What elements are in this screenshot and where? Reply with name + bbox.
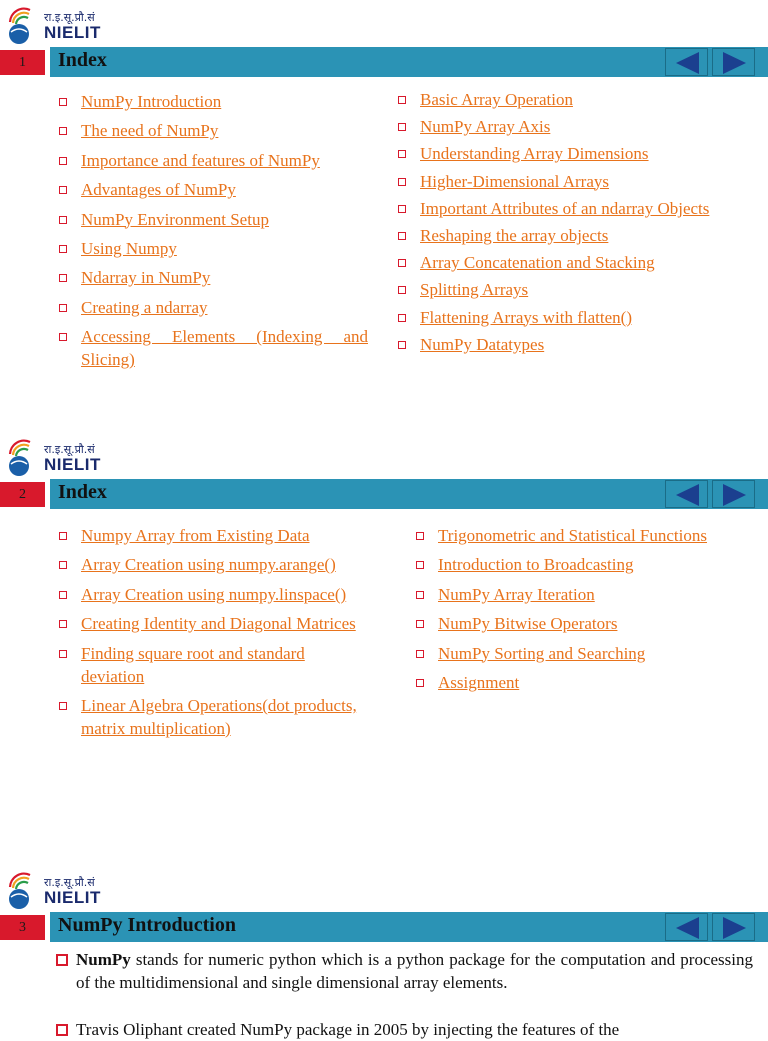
topic-link[interactable]: NumPy Datatypes [420, 334, 545, 354]
list-item [58, 296, 368, 319]
logo-name: NIELIT [44, 23, 101, 42]
list-item [397, 306, 745, 329]
index-list-left [58, 524, 398, 746]
title-band [50, 479, 768, 509]
topic-link[interactable]: Array Creation using numpy.arange() [81, 555, 336, 575]
list-item [415, 553, 755, 576]
topic-link[interactable]: Accessing Elements (Indexing and Slicing) [81, 327, 368, 370]
topic-link[interactable]: Splitting Arrays [420, 280, 529, 300]
logo-hindi-text: रा.इ.सू.प्रौ.सं [44, 443, 95, 456]
square-bullet-icon [59, 304, 67, 312]
list-item [58, 237, 368, 260]
square-bullet-icon [59, 620, 67, 628]
title-bar [0, 47, 768, 77]
topic-link[interactable]: Introduction to Broadcasting [438, 555, 634, 575]
prev-slide-button[interactable] [665, 480, 708, 508]
square-bullet-icon [416, 620, 424, 628]
list-item [397, 142, 745, 165]
square-bullet-icon [59, 157, 67, 165]
square-bullet-icon [59, 561, 67, 569]
square-bullet-icon [398, 96, 406, 104]
title-bar [0, 479, 768, 509]
slide-3 [0, 865, 768, 1024]
next-slide-button[interactable] [712, 48, 755, 76]
list-item [415, 642, 755, 665]
topic-link[interactable]: Array Creation using numpy.linspace() [81, 584, 347, 604]
index-list-right [397, 88, 745, 360]
list-item [58, 178, 368, 201]
square-bullet-icon [398, 314, 406, 322]
square-bullet-icon [59, 216, 67, 224]
nielit-emblem-icon [4, 867, 44, 911]
topic-link[interactable]: Advantages of NumPy [81, 180, 236, 200]
list-item [415, 612, 755, 635]
triangle-right-icon [713, 49, 756, 77]
topic-link[interactable]: NumPy Introduction [81, 92, 222, 111]
list-item [397, 88, 745, 111]
numpy-term: NumPy [76, 950, 131, 969]
topic-link[interactable]: Creating Identity and Diagonal Matrices [81, 614, 356, 634]
topic-link[interactable]: Using Numpy [81, 238, 177, 258]
slide-number: 1 [0, 50, 45, 75]
topic-link[interactable]: Ndarray in NumPy [81, 268, 211, 288]
intro-paragraph-text: stands for numeric python which is a python package for the computation and processing of the multidimensional and single dimensional array elements. [76, 950, 753, 992]
topic-link[interactable]: Array Concatenation and Stacking [420, 253, 655, 273]
topic-link[interactable]: NumPy Array Iteration [438, 584, 595, 604]
slide-title: Index [58, 49, 107, 71]
topic-link[interactable]: NumPy Environment Setup [81, 209, 269, 229]
square-bullet-icon [59, 245, 67, 253]
list-item [397, 251, 745, 274]
list-item [58, 208, 368, 231]
slide-number: 3 [0, 915, 45, 940]
list-item [58, 642, 398, 688]
topic-link[interactable]: Linear Algebra Operations(dot products, matrix multiplication) [81, 695, 357, 738]
slide-1 [0, 0, 768, 430]
triangle-right-icon [713, 481, 756, 509]
list-item [58, 583, 398, 606]
logo-name: NIELIT [44, 455, 101, 474]
topic-link[interactable]: NumPy Array Axis [420, 117, 551, 137]
topic-link[interactable]: NumPy Sorting and Searching [438, 643, 646, 663]
square-bullet-icon [416, 561, 424, 569]
square-bullet-icon [59, 702, 67, 710]
topic-link[interactable]: Basic Array Operation [420, 90, 573, 109]
list-item [397, 224, 745, 247]
history-paragraph-text: Travis Oliphant created NumPy package in 2005 by injecting the features of the [76, 1020, 620, 1039]
topic-link[interactable]: Reshaping the array objects [420, 225, 609, 245]
list-item [415, 524, 755, 547]
list-item [415, 583, 755, 606]
topic-link[interactable]: Assignment [438, 672, 520, 692]
list-item [415, 671, 755, 694]
list-item [58, 553, 398, 576]
list-item [397, 170, 745, 193]
square-bullet-icon [416, 591, 424, 599]
index-list-left [58, 90, 368, 378]
nielit-logo [4, 2, 124, 46]
square-bullet-icon [398, 341, 406, 349]
topic-link[interactable]: NumPy Bitwise Operators [438, 614, 618, 634]
list-item [397, 115, 745, 138]
prev-slide-button[interactable] [665, 48, 708, 76]
list-item [397, 197, 745, 220]
nielit-emblem-icon [4, 2, 44, 46]
next-slide-button[interactable] [712, 480, 755, 508]
square-bullet-icon [416, 532, 424, 540]
topic-link[interactable]: Importance and features of NumPy [81, 150, 320, 170]
topic-link[interactable]: The need of NumPy [81, 121, 219, 141]
square-bullet-icon [398, 259, 406, 267]
nielit-emblem-icon [4, 434, 44, 478]
list-item [58, 119, 368, 142]
square-bullet-icon [59, 650, 67, 658]
nielit-logo [4, 434, 124, 478]
list-item [397, 278, 745, 301]
slide-number: 2 [0, 482, 45, 507]
slide-title: NumPy Introduction [58, 914, 236, 936]
next-slide-button[interactable] [712, 913, 755, 941]
logo-hindi-text: रा.इ.सू.प्रौ.सं [44, 876, 95, 889]
square-bullet-icon [398, 178, 406, 186]
list-item [58, 90, 368, 113]
square-bullet-icon [398, 286, 406, 294]
topic-link[interactable]: Numpy Array from Existing Data [81, 526, 310, 545]
square-bullet-icon [398, 205, 406, 213]
list-item [58, 149, 368, 172]
triangle-left-icon [666, 914, 709, 942]
intro-paragraph [55, 948, 753, 994]
list-item [58, 524, 398, 547]
history-paragraph [55, 1018, 753, 1041]
square-bullet-icon [59, 98, 67, 106]
list-item [58, 612, 398, 635]
square-bullet-icon [59, 591, 67, 599]
square-bullet-icon [59, 532, 67, 540]
square-bullet-icon [59, 186, 67, 194]
topic-link[interactable]: Important Attributes of an ndarray Objects [420, 198, 710, 218]
nielit-logo [4, 867, 124, 911]
title-bar [0, 912, 768, 942]
square-bullet-icon [59, 127, 67, 135]
list-item [58, 694, 398, 740]
logo-hindi-text: रा.इ.सू.प्रौ.सं [44, 11, 95, 24]
square-bullet-icon [416, 650, 424, 658]
list-item [58, 325, 368, 371]
list-item [397, 333, 745, 356]
topic-link[interactable]: Trigonometric and Statistical Functions [438, 526, 707, 545]
topic-link[interactable]: Finding square root and standard deviation [81, 643, 305, 686]
square-bullet-icon [59, 333, 67, 341]
index-list-right [415, 524, 755, 700]
square-bullet-icon [416, 679, 424, 687]
square-bullet-icon [398, 150, 406, 158]
square-bullet-icon [398, 232, 406, 240]
slide-title: Index [58, 481, 107, 503]
logo-name: NIELIT [44, 888, 101, 907]
prev-slide-button[interactable] [665, 913, 708, 941]
triangle-left-icon [666, 49, 709, 77]
square-bullet-icon [59, 274, 67, 282]
square-bullet-icon [56, 1024, 68, 1036]
square-bullet-icon [398, 123, 406, 131]
topic-link[interactable]: Higher-Dimensional Arrays [420, 171, 609, 191]
list-item [58, 266, 368, 289]
topic-link[interactable]: Creating a ndarray [81, 297, 208, 317]
triangle-right-icon [713, 914, 756, 942]
square-bullet-icon [56, 954, 68, 966]
triangle-left-icon [666, 481, 709, 509]
topic-link[interactable]: Understanding Array Dimensions [420, 144, 649, 164]
title-band [50, 47, 768, 77]
topic-link[interactable]: Flattening Arrays with flatten() [420, 307, 632, 327]
